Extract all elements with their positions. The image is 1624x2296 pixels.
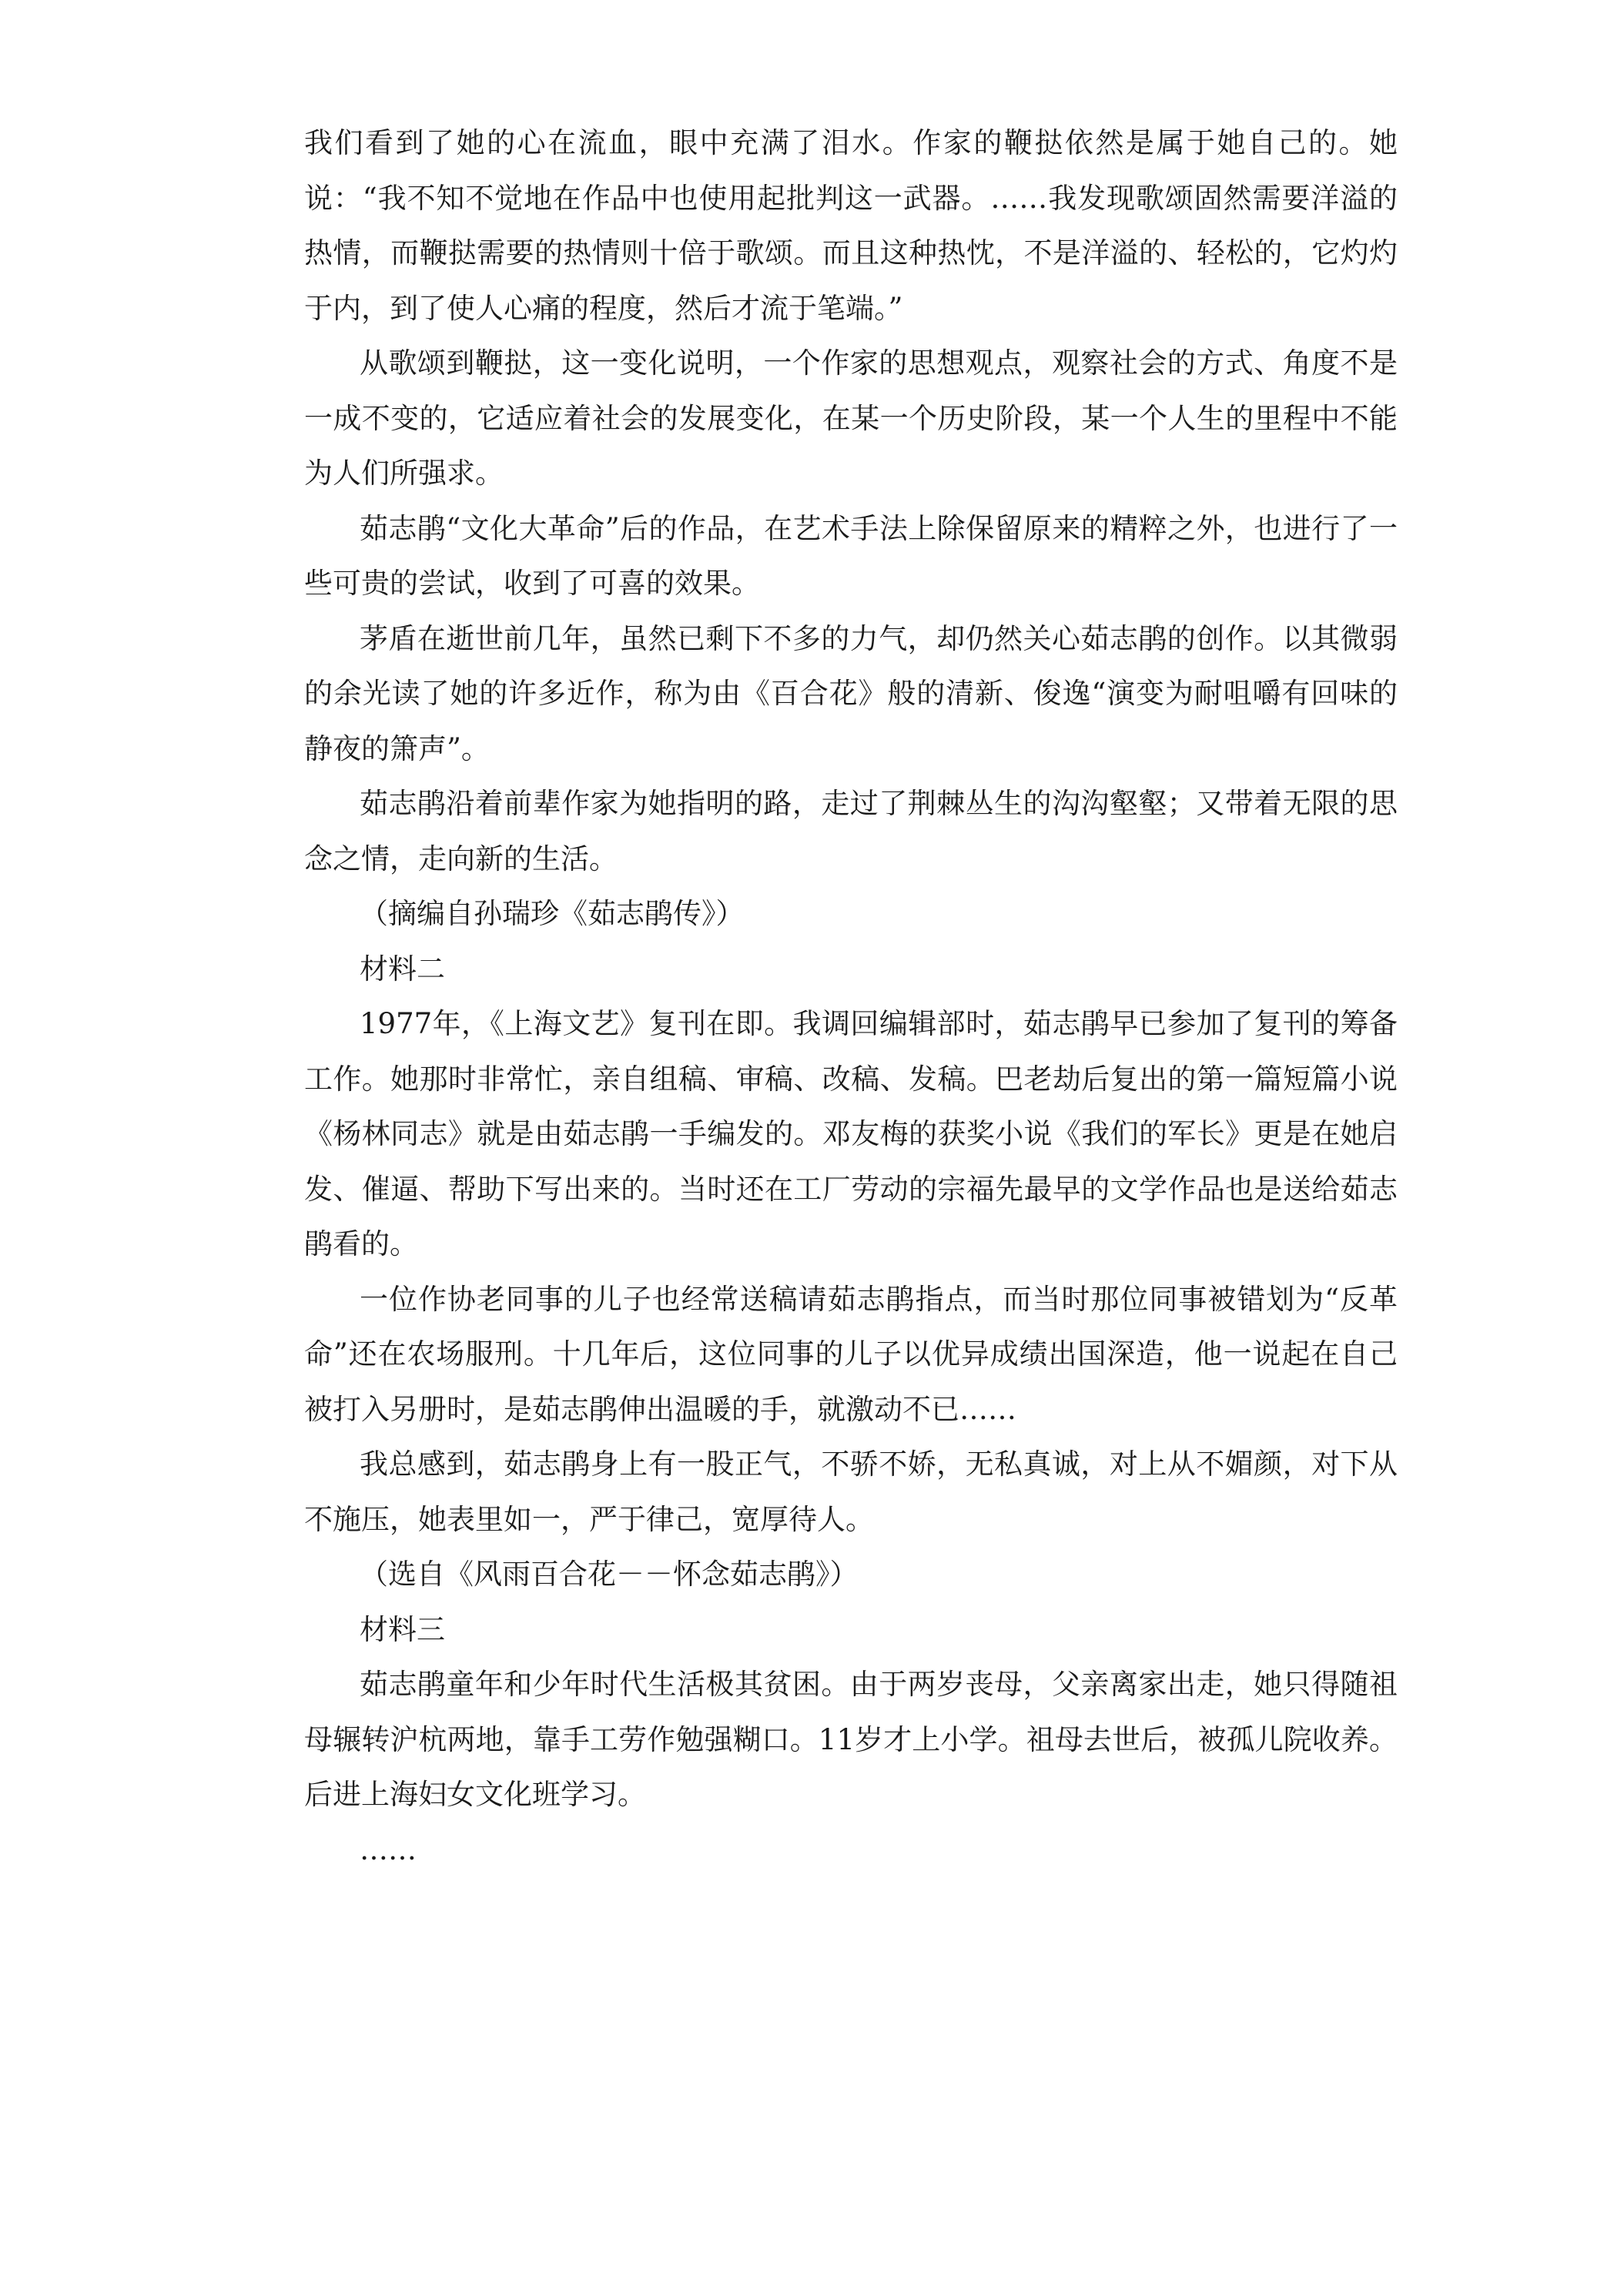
- paragraph-9: 茹志鹃童年和少年时代生活极其贫困。由于两岁丧母，父亲离家出走，她只得随祖母辗转沪杭两地，靠手工劳作勉强糊口。11岁才上小学。祖母去世后，被孤儿院收养。后进上海妇女文化班学习。: [304, 1668, 1398, 1811]
- ellipsis: ……: [360, 1832, 417, 1866]
- paragraph-2: 从歌颂到鞭挞，这一变化说明，一个作家的思想观点，观察社会的方式、角度不是一成不变的，它适应着社会的发展变化，在某一个历史阶段，某一个人生的里程中不能为人们所强求。: [304, 346, 1398, 490]
- paragraph-5: 茹志鹃沿着前辈作家为她指明的路，走过了荆棘丛生的沟沟壑壑；又带着无限的思念之情，走向新的生活。: [304, 787, 1398, 875]
- paragraph-4: 茅盾在逝世前几年，虽然已剩下不多的力气，却仍然关心茹志鹃的创作。以其微弱的余光读了她的许多近作，称为由《百合花》般的清新、俊逸“演变为耐咀嚼有回味的静夜的箫声”。: [304, 621, 1398, 765]
- document-body: [304, 115, 1398, 1877]
- source-citation-1: （摘编自孙瑞珍《茹志鹃传》）: [360, 897, 745, 930]
- paragraph-8: 我总感到，茹志鹃身上有一股正气，不骄不娇，无私真诚，对上从不媚颜，对下从不施压，她表里如一，严于律己，宽厚待人。: [304, 1448, 1398, 1536]
- paragraph-6: 1977年，《上海文艺》复刊在即。我调回编辑部时，茹志鹃早已参加了复刊的筹备工作。她那时非常忙，亲自组稿、审稿、改稿、发稿。巴老劫后复出的第一篇短篇小说《杨林同志》就是由茹志鹃一手编发的。邓友梅的获奖小说《我们的军长》更是在她启发、催逼、帮助下写出来的。当时还在工厂劳动的宗福先最早的文学作品也是送给茹志鹃看的。: [304, 1007, 1398, 1260]
- paragraph-7: 一位作协老同事的儿子也经常送稿请茹志鹃指点，而当时那位同事被错划为“反革命”还在农场服刑。十几年后，这位同事的儿子以优异成绩出国深造，他一说起在自己被打入另册时，是茹志鹃伸出温暖的手，就激动不已……: [304, 1282, 1398, 1426]
- paragraph-1: 我们看到了她的心在流血，眼中充满了泪水。作家的鞭挞依然是属于她自己的。她说：“我不知不觉地在作品中也使用起批判这一武器。……我发现歌颂固然需要洋溢的热情，而鞭挞需要的热情则十倍于歌颂。而且这种热忱，不是洋溢的、轻松的，它灼灼于内，到了使人心痛的程度，然后才流于笔端。”: [304, 126, 1398, 325]
- section-heading-material-2: 材料二: [360, 952, 445, 986]
- paragraph-3: 茹志鹃“文化大革命”后的作品，在艺术手法上除保留原来的精粹之外，也进行了一些可贵的尝试，收到了可喜的效果。: [304, 511, 1398, 600]
- source-citation-2: （选自《风雨百合花－－怀念茹志鹃》）: [360, 1558, 859, 1591]
- section-heading-material-3: 材料三: [360, 1612, 445, 1646]
